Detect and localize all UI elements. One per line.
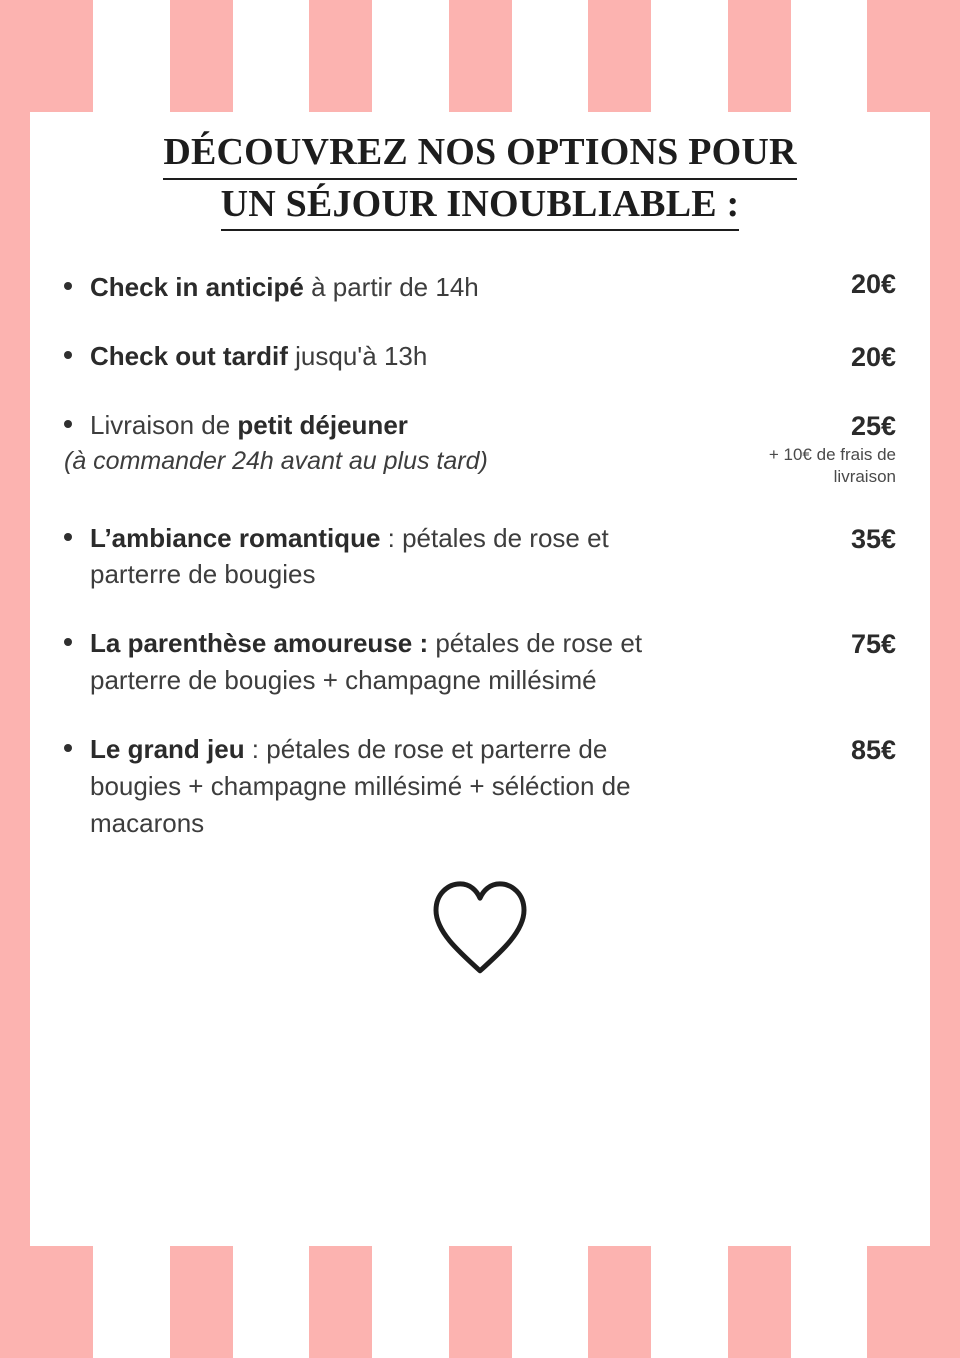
bullet-icon [64, 731, 90, 752]
list-item-grand-jeu [64, 731, 896, 842]
option-name: petit déjeuner [237, 410, 408, 441]
option-description [90, 338, 706, 375]
option-price-box [706, 731, 896, 766]
option-price-box [706, 269, 896, 300]
option-name: Check in anticipé [90, 272, 304, 303]
page-title [130, 128, 830, 231]
option-detail: : pétales de rose et parterre de bougies [90, 522, 609, 590]
list-item-breakfast [64, 407, 896, 488]
option-price: 75€ [850, 629, 896, 660]
option-detail: à partir de 14h [303, 272, 479, 303]
option-description [90, 269, 706, 306]
option-price: 20€ [850, 342, 896, 373]
option-detail: jusqu'à 13h [287, 341, 428, 372]
list-item-ambiance-romantique [64, 520, 896, 594]
option-detail: : pétales de rose et parterre de bougies + champagne millésimé + séléction de macarons [90, 734, 631, 838]
option-detail: pétales de rose et parterre de bougies + champagne millésimé [90, 628, 643, 696]
option-price: 85€ [850, 735, 896, 766]
option-price: 20€ [850, 269, 896, 300]
options-list [64, 269, 896, 842]
option-name: Le grand jeu [90, 734, 245, 765]
footer-ornament [64, 874, 896, 984]
list-item-check-out [64, 338, 896, 375]
option-price-box [706, 520, 896, 555]
option-price: 35€ [850, 523, 896, 554]
option-price-box [706, 407, 896, 488]
option-lead: Livraison de [90, 410, 238, 441]
list-item-parenthese-amoureuse [64, 625, 896, 699]
option-name: La parenthèse amoureuse : [90, 628, 429, 659]
option-name: Check out tardif [90, 341, 288, 372]
option-price-note: + 10€ de frais de livraison [768, 445, 896, 486]
option-price-box [706, 338, 896, 373]
bullet-icon [64, 407, 90, 428]
option-description [64, 407, 706, 479]
bullet-icon [64, 625, 90, 646]
page-title-line-1: DÉCOUVREZ NOS OPTIONS POUR [163, 128, 796, 180]
frame-band-left [0, 0, 30, 1358]
option-description [90, 625, 706, 699]
bullet-icon [64, 520, 90, 541]
frame-band-right [930, 0, 960, 1358]
option-price-box [706, 625, 896, 660]
option-description [90, 520, 706, 594]
page-title-line-2: UN SÉJOUR INOUBLIABLE : [221, 180, 740, 232]
option-description [90, 731, 706, 842]
option-price: 25€ [850, 411, 896, 442]
bullet-icon [64, 269, 90, 290]
list-item-check-in [64, 269, 896, 306]
heart-outline-icon [425, 874, 535, 984]
bullet-icon [64, 338, 90, 359]
option-note: (à commander 24h avant au plus tard) [64, 446, 488, 475]
option-name: L’ambiance romantique [90, 522, 381, 553]
page-content [30, 0, 930, 1358]
